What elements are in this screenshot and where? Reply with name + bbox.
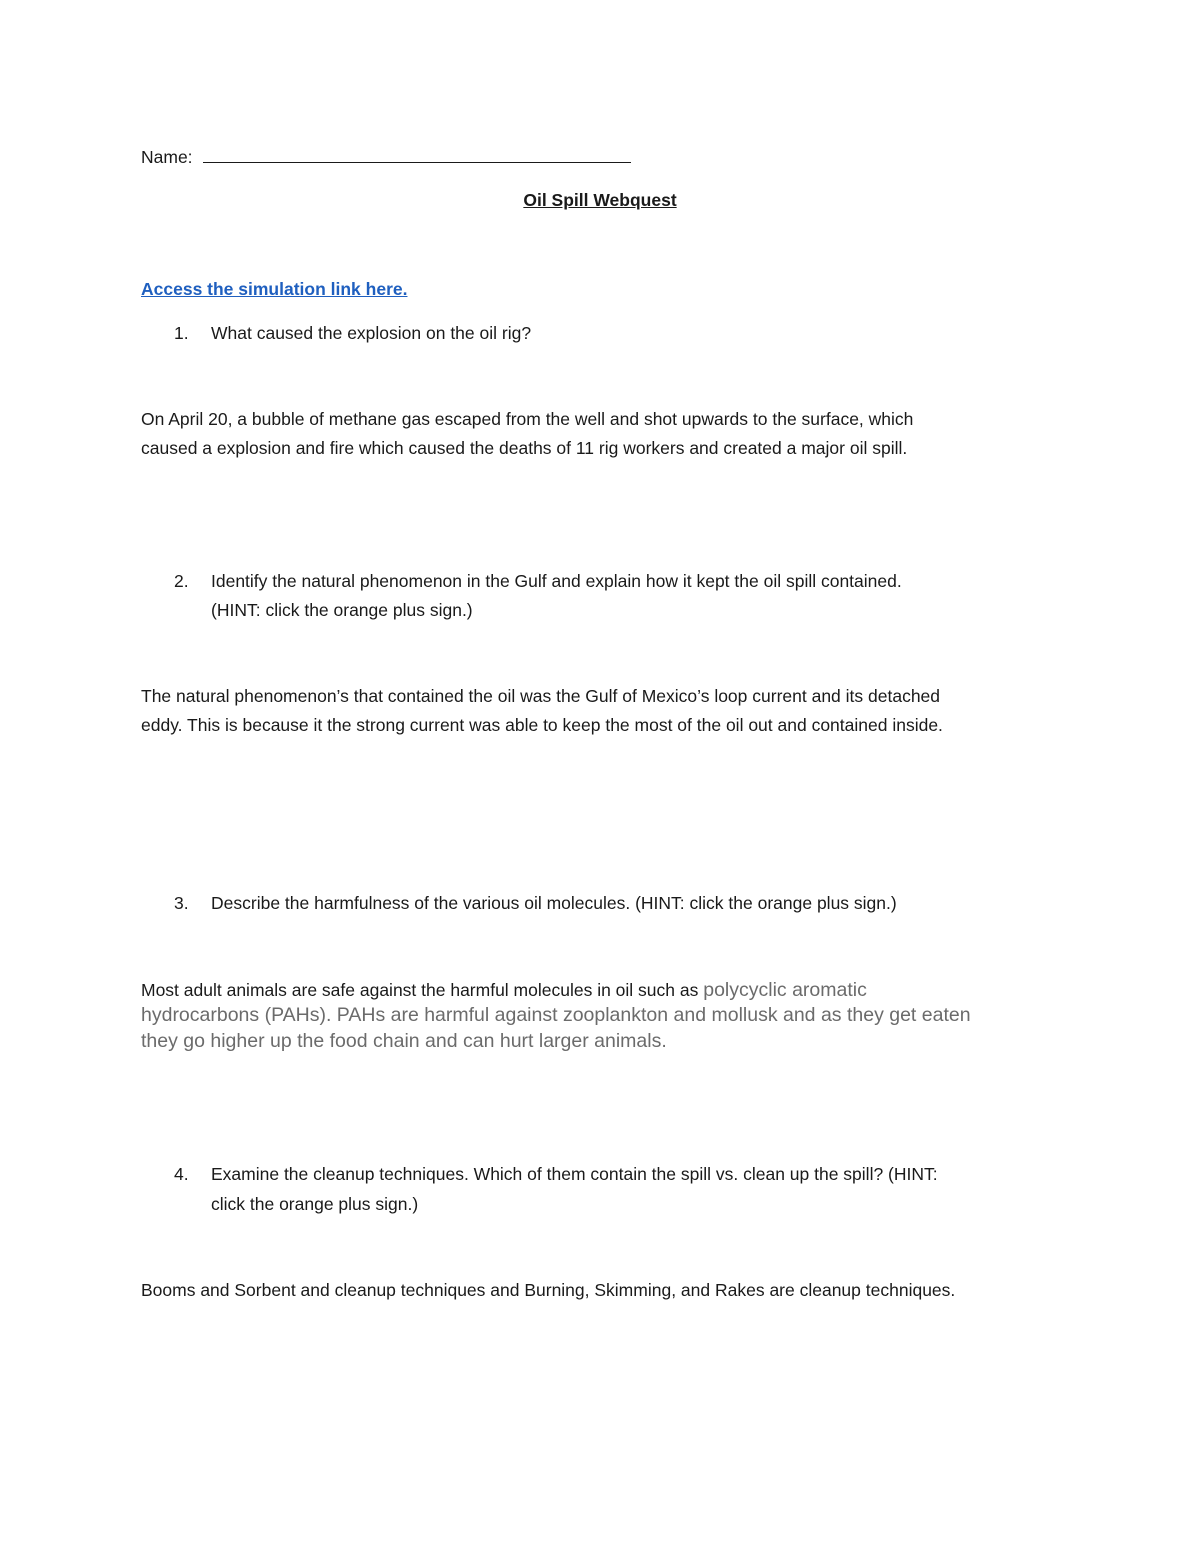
name-blank-line[interactable] [203, 144, 631, 163]
simulation-link[interactable]: Access the simulation link here. [141, 279, 408, 299]
question-text: Describe the harmfulness of the various oil molecules. (HINT: click the orange plus sign.) [211, 893, 897, 913]
question-hint: click the orange plus sign.) [211, 1194, 419, 1214]
document-title: Oil Spill Webquest [523, 190, 677, 210]
answer-line: eddy. This is because it the strong current was able to keep the most of the oil out and contained inside. [141, 715, 943, 735]
question-number: 4. [174, 1164, 189, 1184]
name-label: Name: [141, 147, 193, 167]
question-number: 2. [174, 571, 189, 591]
answer-line: they go higher up the food chain and can hurt larger animals. [141, 1030, 667, 1052]
question-number: 3. [174, 893, 189, 913]
answer-dark-text: Most adult animals are safe against the harmful molecules in oil such as [141, 980, 704, 1000]
answer-line: caused a explosion and fire which caused the deaths of 11 rig workers and created a major oil spill. [141, 438, 908, 458]
name-field-row [141, 144, 631, 169]
answer-line: On April 20, a bubble of methane gas escaped from the well and shot upwards to the surface, which [141, 409, 914, 429]
question-text: Examine the cleanup techniques. Which of them contain the spill vs. clean up the spill? (HINT: [211, 1164, 938, 1184]
answer-gray-text: polycyclic aromatic [703, 979, 867, 1001]
question-text: What caused the explosion on the oil rig? [211, 323, 532, 343]
answer-line [141, 978, 867, 1003]
answer-line: The natural phenomenon’s that contained the oil was the Gulf of Mexico’s loop current and its detached [141, 686, 941, 706]
answer-line: Booms and Sorbent and cleanup techniques and Burning, Skimming, and Rakes are cleanup techniques. [141, 1280, 956, 1300]
question-text: Identify the natural phenomenon in the Gulf and explain how it kept the oil spill contained. [211, 571, 902, 591]
question-number: 1. [174, 323, 189, 343]
answer-line: hydrocarbons (PAHs). PAHs are harmful against zooplankton and mollusk and as they get eaten [141, 1004, 971, 1026]
question-hint: (HINT: click the orange plus sign.) [211, 600, 473, 620]
